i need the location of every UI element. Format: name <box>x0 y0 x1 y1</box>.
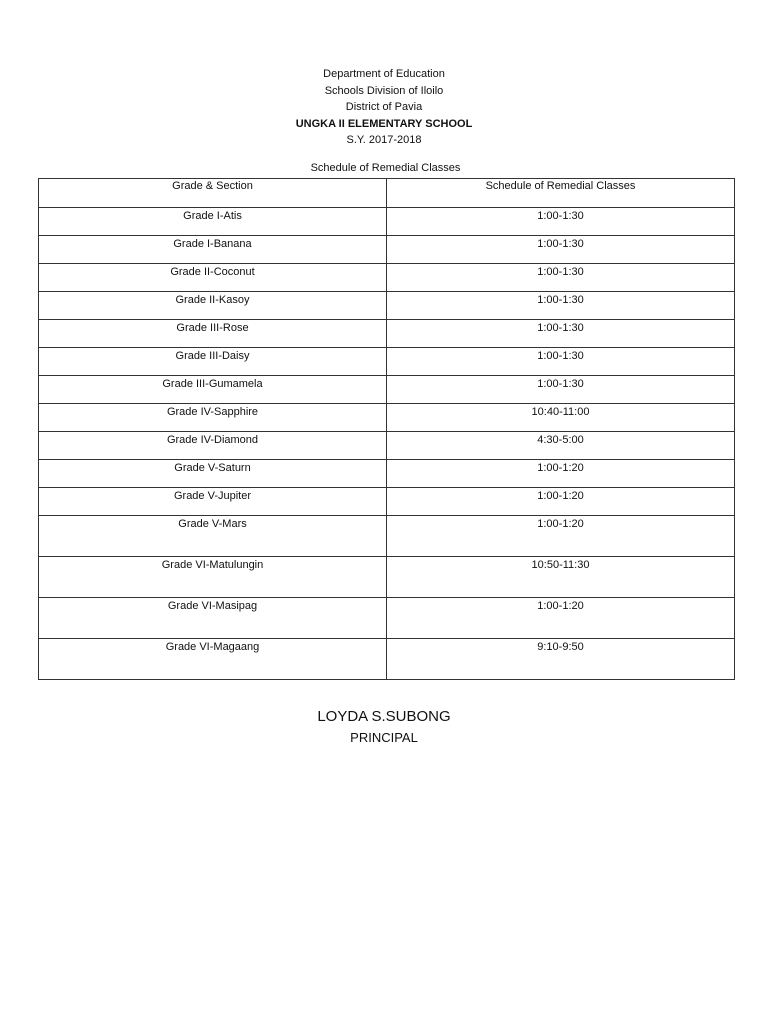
table-row <box>39 320 735 348</box>
section-cell: Grade VI-Masipag <box>39 598 387 639</box>
table-row <box>39 639 735 680</box>
schedule-cell: 1:00-1:30 <box>387 236 735 264</box>
table-row <box>39 292 735 320</box>
section-cell: Grade III-Daisy <box>39 348 387 376</box>
section-cell: Grade I-Banana <box>39 236 387 264</box>
school-name: UNGKA II ELEMENTARY SCHOOL <box>295 117 473 130</box>
schedule-cell: 1:00-1:20 <box>387 460 735 488</box>
schedule-cell: 9:10-9:50 <box>387 639 735 680</box>
table-row <box>39 348 735 376</box>
section-cell: Grade VI-Matulungin <box>39 557 387 598</box>
document-header <box>0 66 768 149</box>
schedule-cell: 1:00-1:20 <box>387 488 735 516</box>
section-cell: Grade V-Mars <box>39 516 387 557</box>
signatory-block <box>0 707 768 747</box>
column-header-section: Grade & Section <box>39 179 387 208</box>
section-cell: Grade III-Gumamela <box>39 376 387 404</box>
district-line: District of Pavia <box>345 101 423 113</box>
section-cell: Grade II-Coconut <box>39 264 387 292</box>
table-row <box>39 557 735 598</box>
section-cell: Grade IV-Sapphire <box>39 404 387 432</box>
table-row <box>39 488 735 516</box>
schedule-cell: 1:00-1:30 <box>387 348 735 376</box>
table-row <box>39 404 735 432</box>
section-cell: Grade V-Saturn <box>39 460 387 488</box>
section-cell: Grade V-Jupiter <box>39 488 387 516</box>
schedule-cell: 4:30-5:00 <box>387 432 735 460</box>
table-row <box>39 460 735 488</box>
schedule-cell: 10:50-11:30 <box>387 557 735 598</box>
signatory-title: PRINCIPAL <box>350 730 418 745</box>
remedial-schedule-table <box>38 178 735 680</box>
section-cell: Grade II-Kasoy <box>39 292 387 320</box>
table-row <box>39 376 735 404</box>
table-row <box>39 236 735 264</box>
table-row <box>39 516 735 557</box>
section-cell: Grade III-Rose <box>39 320 387 348</box>
schedule-cell: 10:40-11:00 <box>387 404 735 432</box>
schedule-cell: 1:00-1:30 <box>387 208 735 236</box>
table-title: Schedule of Remedial Classes <box>310 162 461 174</box>
schedule-cell: 1:00-1:30 <box>387 320 735 348</box>
table-row <box>39 208 735 236</box>
signatory-name: LOYDA S.SUBONG <box>317 708 451 725</box>
section-cell: Grade I-Atis <box>39 208 387 236</box>
table-header-row <box>39 179 735 208</box>
section-cell: Grade IV-Diamond <box>39 432 387 460</box>
schedule-cell: 1:00-1:30 <box>387 376 735 404</box>
table-row <box>39 264 735 292</box>
section-cell: Grade VI-Magaang <box>39 639 387 680</box>
schedule-cell: 1:00-1:20 <box>387 598 735 639</box>
table-row <box>39 598 735 639</box>
department-line: Department of Education <box>323 68 445 80</box>
schedule-cell: 1:00-1:20 <box>387 516 735 557</box>
school-year: S.Y. 2017-2018 <box>346 134 422 146</box>
schedule-cell: 1:00-1:30 <box>387 292 735 320</box>
column-header-schedule: Schedule of Remedial Classes <box>387 179 735 208</box>
schedule-cell: 1:00-1:30 <box>387 264 735 292</box>
table-row <box>39 432 735 460</box>
division-line: Schools Division of Iloilo <box>324 84 444 97</box>
